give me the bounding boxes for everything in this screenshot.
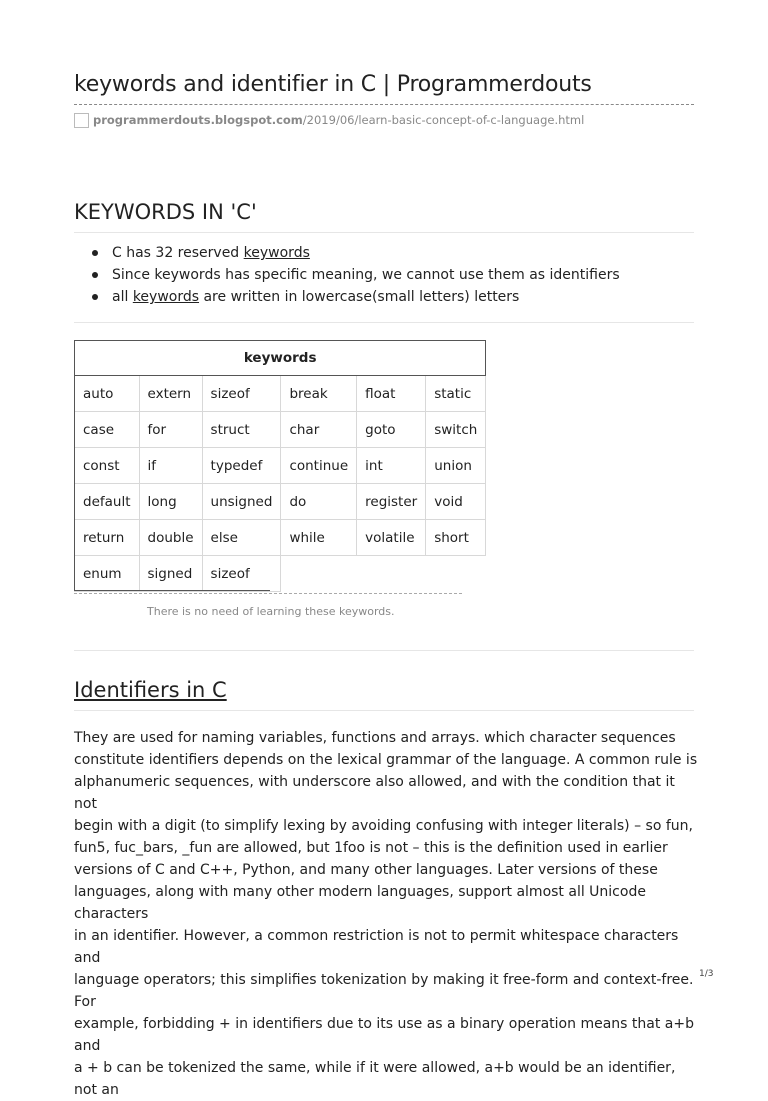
- table-cell: float: [357, 376, 426, 412]
- table-cell: unsigned: [202, 484, 281, 520]
- table-row: [75, 484, 486, 520]
- table-cell-empty: [281, 556, 357, 592]
- keywords-heading: KEYWORDS IN 'C': [74, 200, 257, 224]
- table-cell-empty: [357, 556, 426, 592]
- table-cell: int: [357, 448, 426, 484]
- paragraph-line: begin with a digit (to simplify lexing by avoiding confusing with integer literals) – so fun,: [74, 818, 693, 834]
- table-cell: for: [139, 412, 202, 448]
- paragraph-line: fun5, fuc_bars, _fun are allowed, but 1foo is not – this is the definition used in earlier: [74, 840, 668, 856]
- paragraph-line: alphanumeric sequences, with underscore also allowed, and with the condition that it not: [74, 774, 675, 812]
- table-cell: else: [202, 520, 281, 556]
- url-domain[interactable]: programmerdouts.blogspot.com: [93, 113, 303, 127]
- table-cell: short: [426, 520, 486, 556]
- table-cell-empty: [426, 556, 486, 592]
- keywords-link[interactable]: keywords: [243, 245, 310, 261]
- paragraph-line: example, forbidding + in identifiers due to its use as a binary operation means that a+b and: [74, 1016, 694, 1054]
- table-cell: const: [75, 448, 140, 484]
- paragraph-line: languages, along with many other modern languages, support almost all Unicode characters: [74, 884, 646, 922]
- list-item: [112, 242, 620, 264]
- source-url[interactable]: [74, 110, 584, 130]
- table-cell: while: [281, 520, 357, 556]
- keywords-bullet-list: [74, 242, 620, 308]
- paragraph-line: in an identifier. However, a common restriction is not to permit whitespace characters and: [74, 928, 679, 966]
- table-cell: auto: [75, 376, 140, 412]
- list-item: [112, 286, 620, 308]
- paragraph-line: constitute identifiers depends on the lexical grammar of the language. A common rule is: [74, 752, 698, 768]
- url-path[interactable]: /2019/06/learn-basic-concept-of-c-language.html: [302, 113, 585, 127]
- bullet-text: C has 32 reserved: [112, 245, 244, 261]
- table-bottom-border: [74, 590, 270, 591]
- table-cell: static: [426, 376, 486, 412]
- table-cell: return: [75, 520, 140, 556]
- table-dashed-rule: [74, 593, 462, 594]
- table-cell: continue: [281, 448, 357, 484]
- bullet-text: are written in lowercase(small letters) letters: [199, 289, 520, 305]
- table-header: keywords: [75, 341, 486, 376]
- page-number: 1/3: [699, 969, 714, 979]
- paragraph-line: language operators; this simplifies tokenization by making it free-form and context-free. For: [74, 972, 694, 1010]
- table-cell: sizeof: [202, 376, 281, 412]
- table-cell: if: [139, 448, 202, 484]
- table-cell: extern: [139, 376, 202, 412]
- keywords-table: [74, 340, 486, 592]
- title-divider: [74, 104, 694, 105]
- page-title: keywords and identifier in C | Programmerdouts: [74, 72, 592, 97]
- table-cell: void: [426, 484, 486, 520]
- section-divider: [74, 710, 694, 711]
- table-cell: long: [139, 484, 202, 520]
- table-cell: char: [281, 412, 357, 448]
- table-row: [75, 376, 486, 412]
- bullet-text: Since keywords has specific meaning, we cannot use them as identifiers: [112, 267, 620, 283]
- paragraph-line: They are used for naming variables, functions and arrays. which character sequences: [74, 730, 676, 746]
- identifiers-heading[interactable]: Identifiers in C: [74, 678, 227, 702]
- table-cell: do: [281, 484, 357, 520]
- table-cell: break: [281, 376, 357, 412]
- table-cell: typedef: [202, 448, 281, 484]
- table-cell: case: [75, 412, 140, 448]
- table-cell: enum: [75, 556, 140, 592]
- table-cell: struct: [202, 412, 281, 448]
- keywords-link[interactable]: keywords: [132, 289, 200, 305]
- bullet-text: all: [112, 289, 133, 305]
- table-cell: sizeof: [202, 556, 281, 592]
- table-row: [75, 448, 486, 484]
- table-cell: default: [75, 484, 140, 520]
- table-cell: volatile: [357, 520, 426, 556]
- favicon-icon: [74, 113, 89, 128]
- table-row: [75, 556, 486, 592]
- section-divider: [74, 322, 694, 323]
- table-row: [75, 412, 486, 448]
- table-caption: There is no need of learning these keywords.: [147, 605, 395, 618]
- table-cell: goto: [357, 412, 426, 448]
- table-cell: switch: [426, 412, 486, 448]
- table-cell: union: [426, 448, 486, 484]
- section-divider: [74, 232, 694, 233]
- table-cell: signed: [139, 556, 202, 592]
- table-row: [75, 520, 486, 556]
- section-divider: [74, 650, 694, 651]
- identifiers-paragraph: [74, 727, 700, 1101]
- paragraph-line: versions of C and C++, Python, and many other languages. Later versions of these: [74, 862, 658, 878]
- paragraph-line: a + b can be tokenized the same, while if it were allowed, a+b would be an identifier, not an: [74, 1060, 676, 1098]
- table-cell: double: [139, 520, 202, 556]
- table-cell: register: [357, 484, 426, 520]
- list-item: [112, 264, 620, 286]
